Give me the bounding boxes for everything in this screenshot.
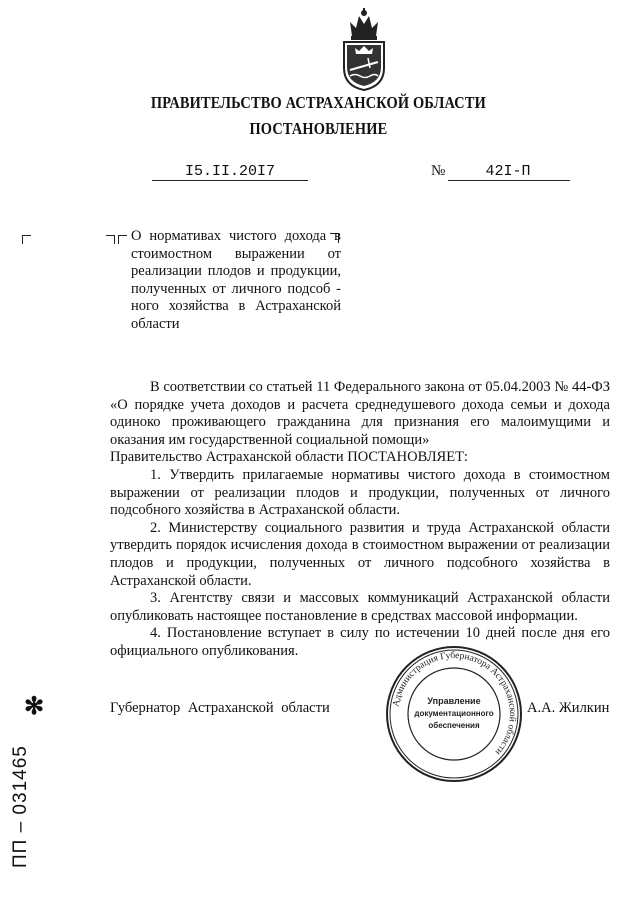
subject-line: реализации плодов и продукции, [131, 263, 341, 280]
subject-line: стоимостном выражении от [131, 245, 341, 262]
date-underline [152, 180, 308, 181]
corner-mark-left [22, 235, 31, 244]
number-underline [448, 180, 570, 181]
side-serial-number: ПП – 031465 [10, 745, 31, 868]
document-number: 42I-П [485, 163, 531, 180]
organization-title: ПРАВИТЕЛЬСТВО АСТРАХАНСКОЙ ОБЛАСТИ [150, 93, 486, 112]
subject-line: полученных от личного подсоб - [131, 280, 341, 297]
subject-line: области [131, 315, 180, 332]
side-asterisk-mark: ✻ [24, 694, 45, 720]
subject-line: О нормативах чистого дохода в [131, 228, 341, 244]
preamble-paragraph: В соответствии со статьей 11 Федерального закона от 05.04.2003 № 44-ФЗ «О порядке учета доходов и расчета среднедушевого дохода семьи и дохода одиноко проживающего гражданина для признания его малоимущими и оказания им государственной социальной помощи» [110, 379, 610, 448]
coat-of-arms-emblem [338, 6, 390, 92]
document-date: I5.II.20I7 [184, 163, 275, 180]
document-subject [131, 228, 341, 334]
decree-item: 4. Постановление вступает в силу по истечении 10 дней после дня его официального опубликования. [110, 625, 610, 659]
decree-item: 1. Утвердить прилагаемые нормативы чистого дохода в стоимостном выражении от реализации плодов и продукции, полученных от личного подсобного хозяйства в Астраханской области. [110, 466, 610, 519]
stamp-center-line: документационного [414, 709, 494, 718]
stamp-ring-text: Администрация Губернатора Астраханской области [391, 650, 518, 757]
stamp-center-line: Управление [427, 696, 481, 706]
corner-mark-middle [106, 235, 115, 244]
corner-mark-middle [118, 235, 127, 244]
number-sign: № [431, 163, 446, 179]
signatory-name: А.А. Жилкин [527, 700, 610, 716]
decree-statement: Правительство Астраханской области ПОСТАНОВЛЯЕТ: [110, 449, 468, 466]
document-body [110, 379, 610, 661]
decree-item: 2. Министерству социального развития и труда Астраханской области утвердить порядок исчисления дохода в стоимостном выражении от реализации плодов и продукции, полученных от личного подсобного хозяйства в Астраханской области. [110, 519, 610, 589]
official-stamp [384, 644, 524, 784]
stamp-center-line: обеспечения [428, 721, 480, 730]
document-type-title: ПОСТАНОВЛЕНИЕ [249, 119, 388, 138]
subject-line: ного хозяйства в Астраханской [131, 298, 341, 315]
decree-item: 3. Агентству связи и массовых коммуникаций Астраханской области опубликовать настоящее постановление в средствах массовой информации. [110, 590, 610, 624]
signatory-title: Губернатор Астраханской области [110, 700, 330, 716]
